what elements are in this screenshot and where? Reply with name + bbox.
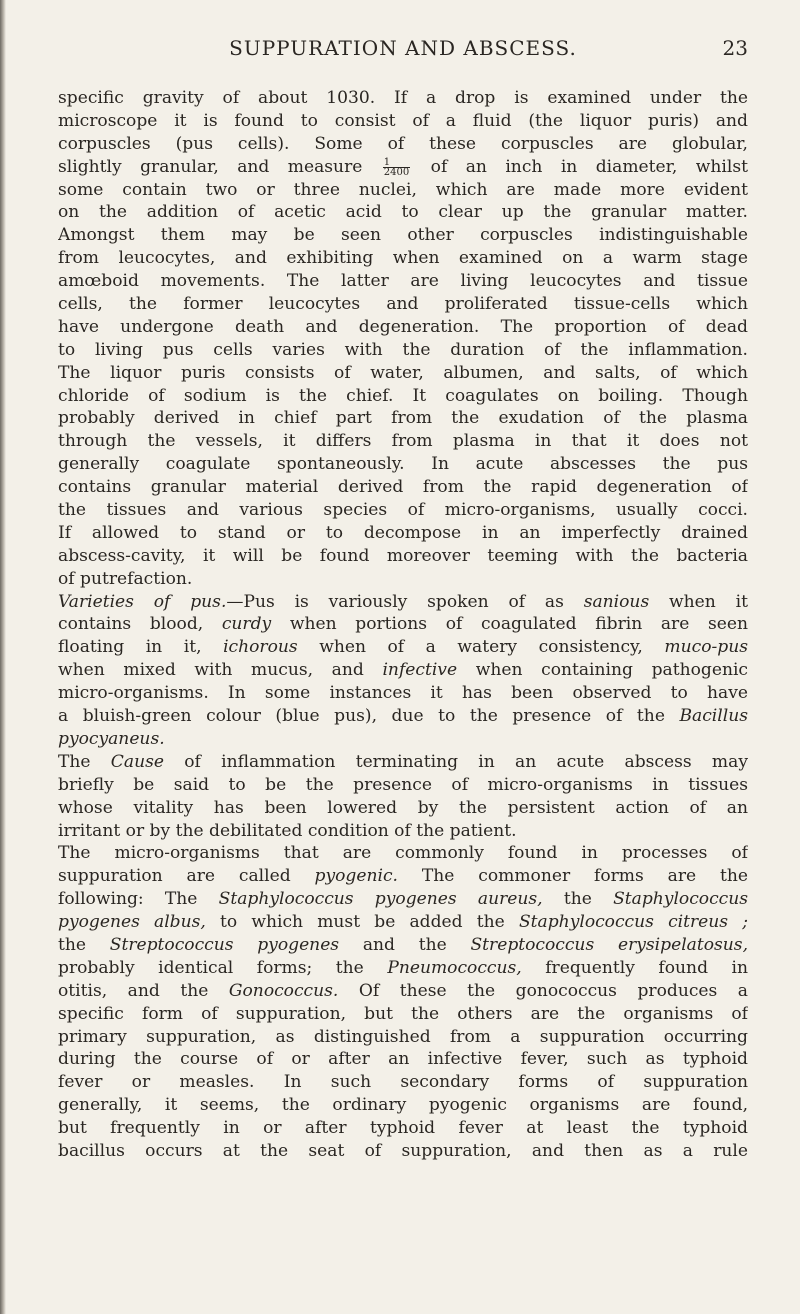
- fraction: $\frac{1}{2400}$: [383, 156, 410, 178]
- italic-term: pyocyaneus.: [58, 728, 165, 749]
- text-line: have undergone death and degeneration. The proportion of dead: [58, 316, 748, 337]
- text-line: bacillus occurs at the seat of suppuration, and then as a rule: [58, 1140, 748, 1161]
- italic-term: Staphylococcus pyogenes aureus,: [218, 889, 543, 910]
- italic-term: Staphylococcus: [613, 889, 748, 910]
- text-line: The liquor puris consists of water, albumen, and salts, of which: [58, 362, 748, 383]
- text-line: whose vitality has been lowered by the persistent action of an: [58, 797, 748, 818]
- text-line: probably identical forms; the Pneumococcus, frequently found in: [58, 957, 748, 978]
- italic-term: Bacillus: [679, 706, 748, 727]
- text-line: but frequently in or after typhoid fever at least the typhoid: [58, 1118, 748, 1139]
- text-line: fever or measles. In such secondary forms of suppuration: [58, 1072, 748, 1093]
- text-line: corpuscles (pus cells). Some of these corpuscles are globular,: [58, 133, 748, 154]
- italic-term: Staphylococcus citreus ;: [518, 912, 748, 933]
- text-line: during the course of or after an infective fever, such as typhoid: [58, 1049, 748, 1070]
- text-line: on the addition of acetic acid to clear up the granular matter.: [58, 202, 748, 223]
- text-line: following: The Staphylococcus pyogenes aureus, the Staphylococcus: [58, 889, 748, 910]
- text-line: of putrefaction.: [58, 568, 193, 589]
- text-line: suppuration are called pyogenic. The commoner forms are the: [58, 866, 748, 887]
- italic-term: pyogenes albus,: [58, 912, 206, 933]
- italic-term: muco-pus: [664, 637, 748, 658]
- italic-term: Streptococcus pyogenes: [109, 934, 340, 955]
- italic-term: ichorous: [223, 637, 298, 658]
- italic-term: infective: [382, 660, 458, 681]
- text-line: generally coagulate spontaneously. In acute abscesses the pus: [58, 454, 748, 475]
- page-number: 23: [722, 36, 748, 60]
- italic-term: pyogenic.: [314, 866, 398, 887]
- text-line: chloride of sodium is the chief. It coagulates on boiling. Though: [58, 385, 748, 406]
- text-line: the tissues and various species of micro-organisms, usually cocci.: [58, 500, 748, 521]
- italic-term: sanious: [583, 591, 650, 612]
- text-line: microscope it is found to consist of a fluid (the liquor puris) and: [58, 110, 748, 131]
- text-line: from leucocytes, and exhibiting when examined on a warm stage: [58, 248, 748, 269]
- text-line: specific form of suppuration, but the others are the organisms of: [58, 1003, 748, 1024]
- text-line: micro-organisms. In some instances it has been observed to have: [58, 683, 748, 704]
- text-line: primary suppuration, as distinguished from a suppuration occurring: [58, 1026, 748, 1047]
- text-line: abscess-cavity, it will be found moreover teeming with the bacteria: [58, 545, 748, 566]
- text-line: otitis, and the Gonococcus. Of these the gonococcus produces a: [58, 980, 748, 1001]
- text-line: specific gravity of about 1030. If a drop is examined under the: [58, 88, 748, 108]
- text-line: to living pus cells varies with the duration of the inflammation.: [58, 339, 748, 360]
- text-line: amœboid movements. The latter are living leucocytes and tissue: [58, 271, 748, 292]
- text-line: briefly be said to be the presence of micro-organisms in tissues: [58, 774, 748, 795]
- italic-term: Pneumococcus,: [387, 957, 522, 978]
- text-line: slightly granular, and measure $\frac{1}{2400}$ of an inch in diameter, whilst: [58, 156, 748, 178]
- text-line: probably derived in chief part from the exudation of the plasma: [58, 408, 748, 429]
- italic-term: Streptococcus erysipelatosus,: [470, 934, 748, 955]
- text-line: cells, the former leucocytes and proliferated tissue-cells which: [58, 294, 748, 315]
- page-gutter-shadow: [0, 0, 6, 1314]
- text-line: through the vessels, it differs from plasma in that it does not: [58, 431, 748, 452]
- text-line: [58, 728, 748, 751]
- italic-term: Gonococcus.: [228, 980, 339, 1001]
- text-line: The micro-organisms that are commonly found in processes of: [58, 843, 748, 864]
- running-title: SUPPURATION AND ABSCESS.: [229, 36, 577, 60]
- text-line: some contain two or three nuclei, which are made more evident: [58, 179, 748, 200]
- text-line: The Cause of inflammation terminating in an acute abscess may: [58, 751, 748, 772]
- italic-term: Cause: [110, 751, 164, 772]
- text-line: irritant or by the debilitated condition of the patient.: [58, 820, 517, 841]
- text-line: Varieties of pus.—Pus is variously spoken of as sanious when it: [58, 591, 748, 612]
- text-line: pyogenes albus, to which must be added the Staphylococcus citreus ;: [58, 912, 748, 933]
- page-header: [58, 36, 748, 66]
- italic-term: Varieties of pus.: [58, 591, 227, 612]
- text-line: when mixed with mucus, and infective when containing pathogenic: [58, 660, 748, 681]
- text-line: If allowed to stand or to decompose in an imperfectly drained: [58, 522, 748, 543]
- body-text: [58, 87, 748, 1163]
- text-line: floating in it, ichorous when of a watery consistency, muco-pus: [58, 637, 748, 658]
- italic-term: curdy: [221, 614, 272, 635]
- text-line: the Streptococcus pyogenes and the Streptococcus erysipelatosus,: [58, 934, 748, 955]
- text-line: contains granular material derived from the rapid degeneration of: [58, 477, 748, 498]
- text-line: a bluish-green colour (blue pus), due to the presence of the Bacillus: [58, 706, 748, 727]
- text-line: generally, it seems, the ordinary pyogenic organisms are found,: [58, 1095, 748, 1116]
- text-line: contains blood, curdy when portions of coagulated fibrin are seen: [58, 614, 748, 635]
- text-line: Amongst them may be seen other corpuscles indistinguishable: [58, 225, 748, 246]
